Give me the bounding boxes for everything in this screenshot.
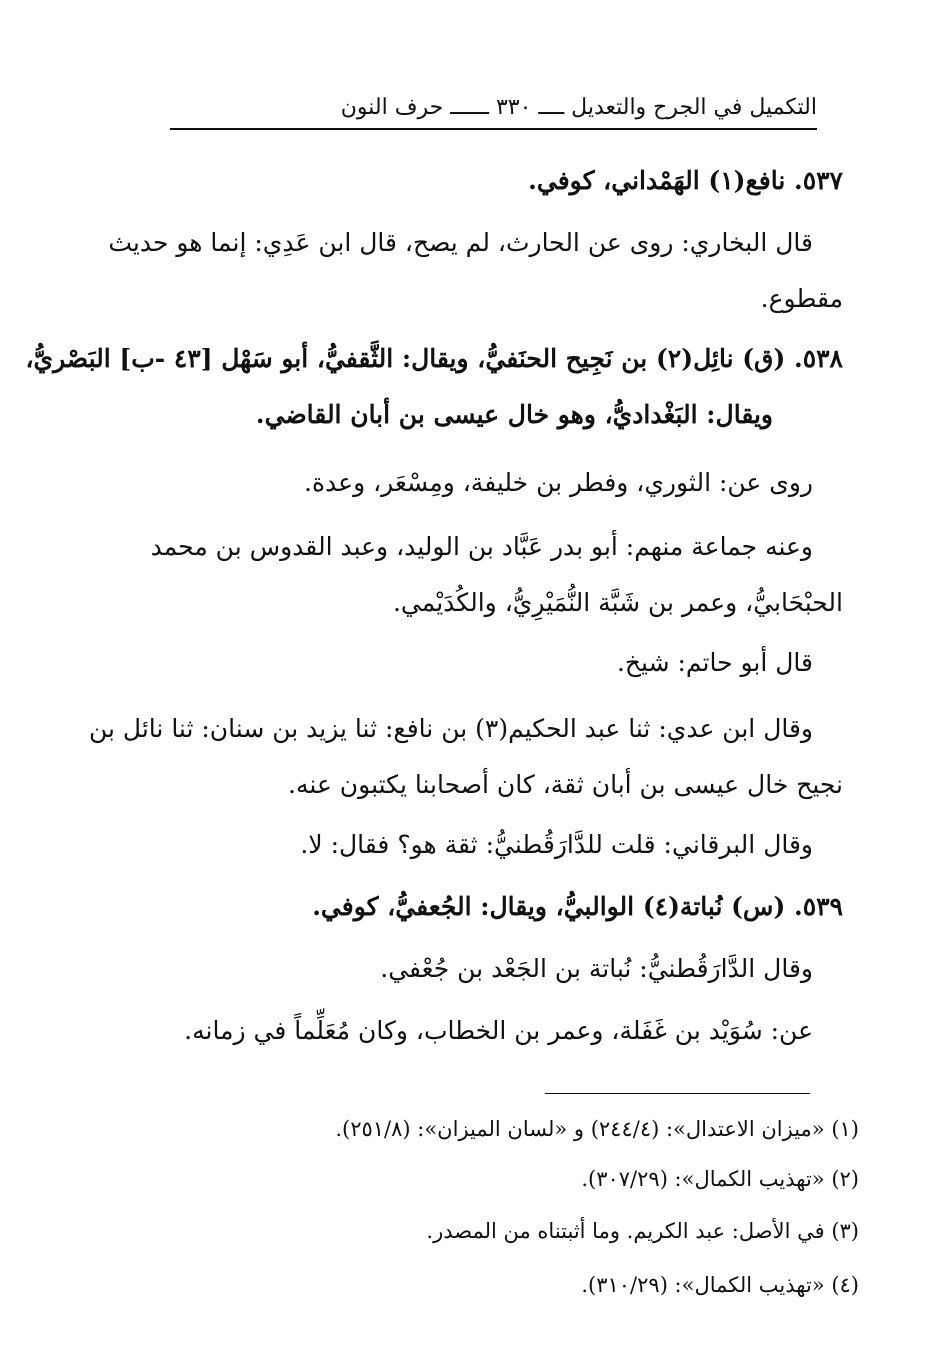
body-line: قال البخاري: روى عن الحارث، لم يصح، قال ابن عَدِي: إنما هو حديث xyxy=(108,228,813,257)
body-line: وقال ابن عدي: ثنا عبد الحكيم(٣) بن نافع: ثنا يزيد بن سنان: ثنا نائل بن xyxy=(88,714,813,743)
body-line: وعنه جماعة منهم: أبو بدر عَبَّاد بن الوليد، وعبد القدوس بن محمد xyxy=(150,532,813,561)
body-line: الحبْحَابيُّ، وعمر بن شَبَّة النُّمَيْرِيُّ، والكُدَيْمي. xyxy=(392,588,843,617)
running-header: التكميل في الجرح والتعديل ــــ ٣٣٠ ــــــ حرف النون xyxy=(170,88,817,130)
footnote-1: (١) «ميزان الاعتدال»: (٢٤٤/٤) و «لسان الميزان»: (٢٥١/٨). xyxy=(335,1117,859,1141)
body-line: قال أبو حاتم: شيخ. xyxy=(616,648,813,677)
body-line: وقال البرقاني: قلت للدَّارَقُطنيُّ: ثقة هو؟ فقال: لا. xyxy=(300,830,813,859)
entry-538-heading-cont: ويقال: البَغْداديُّ، وهو خال عيسى بن أبان القاضي. xyxy=(255,400,773,429)
body-line: روى عن: الثوري، وفطر بن خليفة، ومِسْعَر، وعدة. xyxy=(304,468,813,497)
body-line: عن: سُوَيْد بن غَفَلة، وعمر بن الخطاب، وكان مُعَلِّماً في زمانه. xyxy=(184,1016,813,1045)
entry-538-heading: ٥٣٨. (ق) نائِل(٢) بن نَجِيح الحنَفيُّ، ويقال: الثَّقفيُّ، أبو سَهْل [٤٣ -ب] البَصْريُّ، xyxy=(25,344,843,373)
footnote-4: (٤) «تهذيب الكمال»: (٣١٠/٢٩). xyxy=(581,1273,859,1297)
footnote-divider xyxy=(545,1093,810,1094)
entry-537-heading: ٥٣٧. نافع(١) الهَمْداني، كوفي. xyxy=(528,166,843,195)
body-line: نجيح خال عيسى بن أبان ثقة، كان أصحابنا يكتبون عنه. xyxy=(288,770,843,799)
body-line: مقطوع. xyxy=(760,284,843,313)
body-line: وقال الدَّارَقُطنيُّ: نُباتة بن الجَعْد بن جُعْفي. xyxy=(380,954,813,983)
footnote-3: (٣) في الأصل: عبد الكريم. وما أثبتناه من المصدر. xyxy=(426,1219,859,1243)
entry-539-heading: ٥٣٩. (س) نُباتة(٤) الوالبيُّ، ويقال: الجُعفيُّ، كوفي. xyxy=(312,892,843,921)
footnote-2: (٢) «تهذيب الكمال»: (٣٠٧/٢٩). xyxy=(581,1167,859,1191)
